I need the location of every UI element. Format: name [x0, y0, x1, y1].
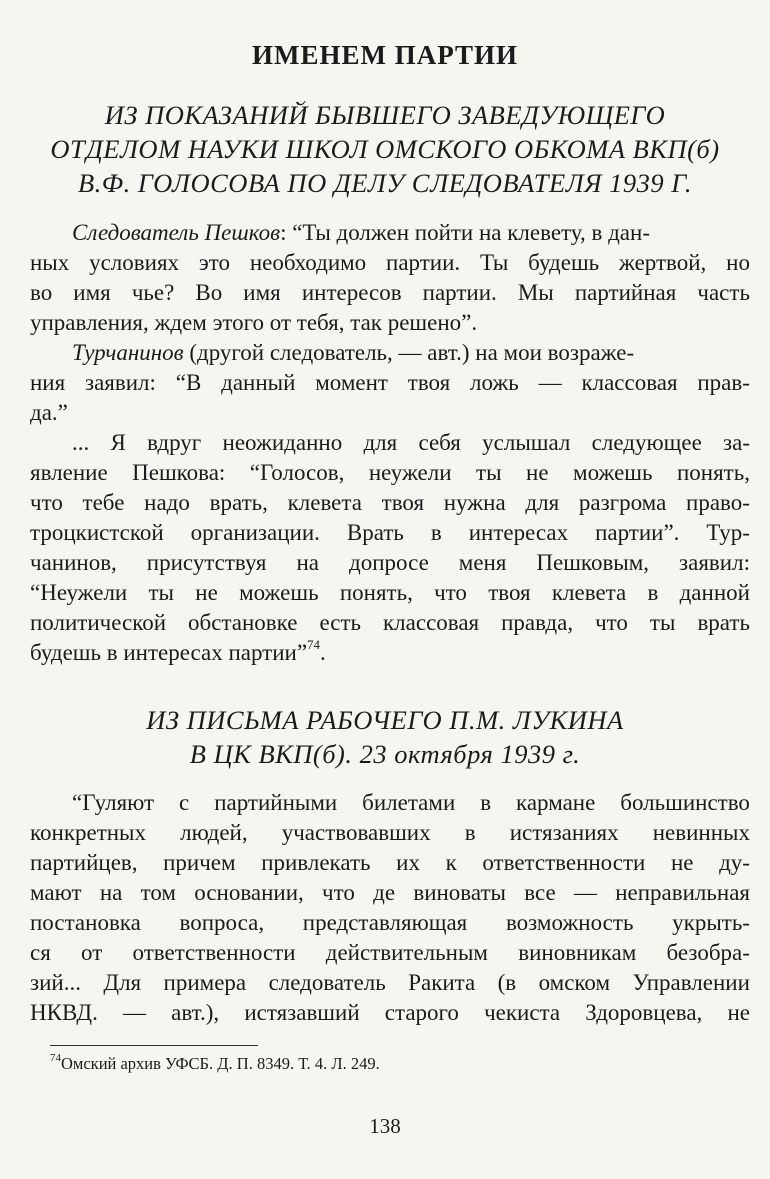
word: допросе — [349, 550, 429, 575]
word: основании, — [194, 880, 304, 905]
text-line — [30, 878, 750, 908]
word: следователь — [268, 970, 386, 995]
speaker-name: Следователь Пешков — [72, 220, 281, 245]
word: Пешковым, — [536, 550, 650, 575]
text-line — [30, 548, 750, 578]
footnote — [50, 1051, 380, 1074]
text-line — [72, 218, 750, 248]
word: тебе — [82, 490, 125, 515]
section2-body — [30, 788, 750, 1028]
word: ты — [476, 460, 502, 485]
word: “В — [175, 370, 202, 395]
text-line — [30, 638, 750, 668]
word: врать, — [209, 490, 268, 515]
text-line — [72, 788, 750, 818]
text-line-content — [72, 218, 650, 248]
text-line — [72, 428, 750, 458]
word: представляющая — [302, 910, 468, 935]
section1-body — [30, 218, 750, 668]
word: во — [30, 280, 53, 305]
text-fragment: будешь в интересах партии” — [30, 640, 308, 665]
word: невинных — [652, 820, 750, 845]
text-line — [30, 608, 750, 638]
word: следующее — [591, 430, 702, 455]
word: Ракита — [408, 970, 476, 995]
word: участвовавших — [281, 820, 431, 845]
word: ложь — [470, 370, 519, 395]
word: услышал — [482, 430, 571, 455]
word: том — [140, 880, 176, 905]
word: прав- — [697, 370, 750, 395]
word: в — [464, 820, 476, 845]
word: не — [727, 1000, 750, 1025]
word: твоя — [381, 490, 425, 515]
word: “Гуляют — [72, 790, 155, 815]
word: имя — [243, 280, 281, 305]
word: заявил: — [85, 370, 156, 395]
word: (в — [497, 970, 517, 995]
word: примера — [163, 970, 247, 995]
word: на — [296, 550, 320, 575]
text-fragment: (другой следователь, — авт.) на мои возраже- — [183, 340, 635, 365]
word: ния — [30, 370, 66, 395]
text-fragment: : “Ты должен пойти на клевету, в дан- — [280, 220, 650, 245]
word: Во — [195, 280, 223, 305]
text-fragment: . — [320, 640, 326, 665]
word: конкретных — [30, 820, 147, 845]
word: ных — [30, 250, 70, 275]
text-line: да.” — [30, 400, 68, 425]
text-line-content — [72, 338, 634, 368]
text-line — [30, 248, 750, 278]
word: для — [363, 430, 398, 455]
word: партийная — [574, 280, 677, 305]
word: Здоровцева, — [585, 1000, 703, 1025]
word: не — [526, 460, 549, 485]
text-line — [30, 488, 750, 518]
footnote-divider — [50, 1045, 258, 1046]
word: Мы — [517, 280, 554, 305]
word: интересах — [468, 520, 569, 545]
word: НКВД. — [30, 1000, 98, 1025]
word: — — [123, 1000, 147, 1025]
word: Для — [103, 970, 142, 995]
word: можешь — [573, 460, 653, 485]
word: меня — [458, 550, 507, 575]
text-line — [30, 938, 750, 968]
word: “Голосов, — [249, 460, 345, 485]
word: виноваты — [413, 880, 506, 905]
word: не — [195, 580, 218, 605]
word: истязаниях — [509, 820, 619, 845]
word: клевета — [551, 580, 627, 605]
word: за- — [723, 430, 750, 455]
word: право- — [686, 490, 750, 515]
word: Тур- — [706, 520, 750, 545]
word: вопроса, — [179, 910, 265, 935]
text-line — [30, 968, 750, 998]
word: явление — [30, 460, 108, 485]
word: все — [524, 880, 556, 905]
word: имя — [73, 280, 111, 305]
word: Ты — [479, 250, 509, 275]
word: причем — [163, 850, 236, 875]
word: разгрома — [578, 490, 667, 515]
word: твоя — [407, 370, 451, 395]
word: — — [538, 370, 562, 395]
word: ... — [72, 430, 90, 455]
word: условиях — [89, 250, 180, 275]
word: билетами — [362, 790, 456, 815]
word: большинство — [620, 790, 750, 815]
word: чекиста — [484, 1000, 561, 1025]
word: Врать — [346, 520, 404, 545]
word: в — [430, 520, 442, 545]
page-number: 138 — [369, 1114, 401, 1138]
word: это — [198, 250, 230, 275]
word: на — [99, 880, 123, 905]
text-line — [30, 908, 750, 938]
word: твоя — [488, 580, 531, 605]
word: “Неужели — [30, 580, 128, 605]
footnote-text: Омский архив УФСБ. Д. П. 8349. Т. 4. Л. 249. — [61, 1054, 380, 1073]
section2-heading-line: ИЗ ПИСЬМА РАБОЧЕГО П.М. ЛУКИНА — [146, 705, 624, 735]
word: постановка — [30, 910, 141, 935]
speaker-name: Турчанинов — [72, 340, 184, 365]
word: правда, — [501, 610, 574, 635]
word: партии. — [386, 250, 461, 275]
word: действительным — [325, 940, 488, 965]
word: де — [373, 880, 396, 905]
word: в — [647, 580, 659, 605]
word: неожиданно — [222, 430, 343, 455]
word: людей, — [180, 820, 248, 845]
text-line — [30, 818, 750, 848]
text-line-content — [30, 638, 326, 668]
word: привлекать — [261, 850, 371, 875]
word: но — [726, 250, 750, 275]
word: к — [445, 850, 457, 875]
word: ся — [30, 940, 51, 965]
word: момент — [315, 370, 388, 395]
word: с — [179, 790, 190, 815]
word: ты — [649, 610, 676, 635]
word: от — [81, 940, 103, 965]
word: безобра- — [666, 940, 750, 965]
word: чье? — [131, 280, 175, 305]
word: что — [30, 490, 63, 515]
word: обстановке — [188, 610, 298, 635]
word: заявил: — [679, 550, 750, 575]
word: Управлении — [632, 970, 750, 995]
text-line: управления, ждем этого от тебя, так решено”. — [30, 310, 478, 335]
text-line — [30, 278, 750, 308]
section2-heading — [30, 703, 740, 771]
word: классовая — [581, 370, 678, 395]
word: виновникам — [518, 940, 637, 965]
word: мают — [30, 880, 82, 905]
word: классовая — [383, 610, 480, 635]
word: организации. — [190, 520, 320, 545]
word: врать — [697, 610, 750, 635]
word: ответственности — [482, 850, 646, 875]
text-line — [30, 458, 750, 488]
word: партии”. — [595, 520, 680, 545]
text-line — [30, 998, 750, 1028]
word: присутствуя — [146, 550, 267, 575]
word: ду- — [719, 850, 750, 875]
word: себя — [418, 430, 461, 455]
text-line — [30, 368, 750, 398]
word: неужели — [368, 460, 452, 485]
word: понять, — [339, 580, 413, 605]
word: интересов — [301, 280, 402, 305]
word: — — [573, 880, 597, 905]
word: возможность — [505, 910, 634, 935]
word: данный — [221, 370, 296, 395]
section1-heading-line: ИЗ ПОКАЗАНИЙ БЫВШЕГО ЗАВЕДУЮЩЕГО — [104, 100, 666, 130]
word: ответственности — [132, 940, 296, 965]
word: клевета — [287, 490, 362, 515]
section1-heading — [30, 98, 740, 200]
section1-heading-line: В.Ф. ГОЛОСОВА ПО ДЕЛУ СЛЕДОВАТЕЛЯ 1939 Г. — [77, 168, 693, 198]
word: старого — [384, 1000, 459, 1025]
word: что — [434, 580, 467, 605]
word: партийцев, — [30, 850, 138, 875]
word: в — [480, 790, 492, 815]
footnote-number: 74 — [50, 1051, 61, 1064]
word: понять, — [676, 460, 750, 485]
word: есть — [319, 610, 361, 635]
text-line — [30, 578, 750, 608]
word: партии. — [422, 280, 497, 305]
word: нужна — [443, 490, 506, 515]
word: для — [525, 490, 560, 515]
word: истязавший — [244, 1000, 360, 1025]
text-line — [30, 848, 750, 878]
word: будешь — [528, 250, 600, 275]
text-line — [30, 518, 750, 548]
word: зий... — [30, 970, 81, 995]
word: надо — [144, 490, 190, 515]
section2-heading-line: В ЦК ВКП(б). 23 октября 1939 г. — [189, 739, 581, 769]
word: партийными — [214, 790, 338, 815]
word: кармане — [516, 790, 596, 815]
word: неправильная — [615, 880, 750, 905]
word: Пешкова: — [132, 460, 226, 485]
word: часть — [697, 280, 750, 305]
text-line — [72, 338, 750, 368]
word: их — [396, 850, 420, 875]
running-head: ИМЕНЕМ ПАРТИИ — [251, 40, 519, 70]
footnote-ref: 74 — [307, 637, 321, 653]
word: троцкистской — [30, 520, 164, 545]
word: можешь — [239, 580, 319, 605]
word: что — [322, 880, 355, 905]
section1-heading-line: ОТДЕЛОМ НАУКИ ШКОЛ ОМСКОГО ОБКОМА ВКП(б) — [50, 134, 720, 164]
word: данной — [679, 580, 750, 605]
word: вдруг — [147, 430, 202, 455]
word: жертвой, — [619, 250, 707, 275]
word: не — [670, 850, 694, 875]
word: чанинов, — [30, 550, 117, 575]
word: Я — [110, 430, 126, 455]
word: что — [595, 610, 628, 635]
word: ты — [148, 580, 175, 605]
word: необходимо — [249, 250, 367, 275]
word: омском — [538, 970, 611, 995]
word: авт.), — [171, 1000, 220, 1025]
word: политической — [30, 610, 167, 635]
word: укрыть- — [672, 910, 750, 935]
